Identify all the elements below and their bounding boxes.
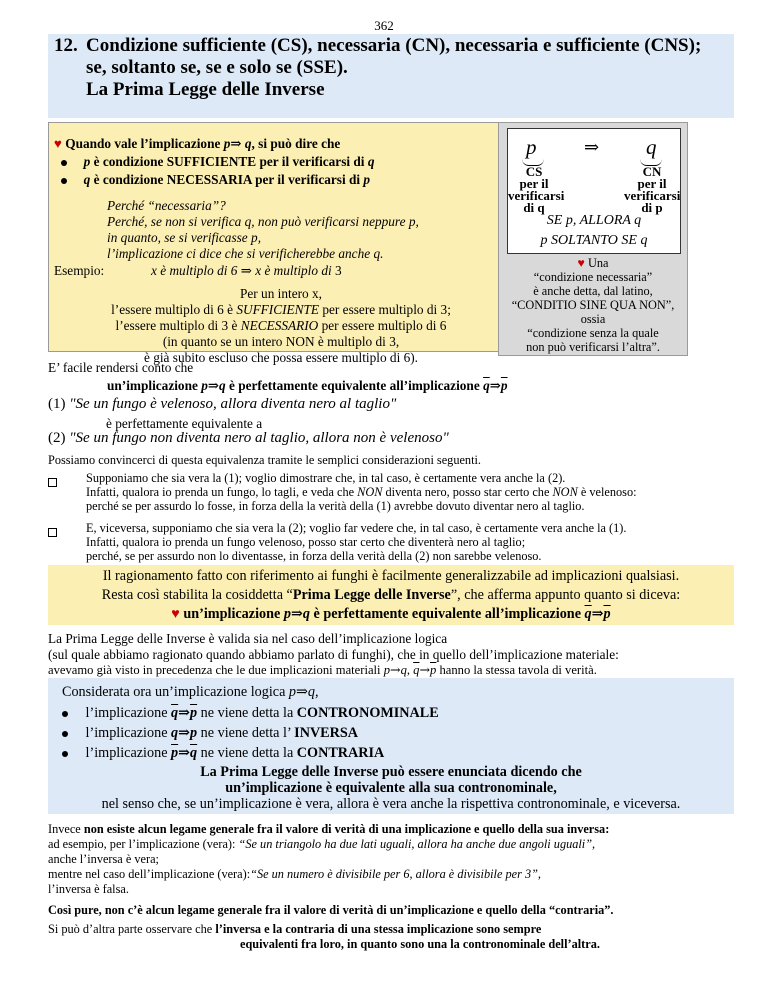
example-explanation: Per un intero x, l’essere multiplo di 6 è SUFFICIENTE per essere multiplo di 3; l’essere multiplo di 3 è NECESSARIO per essere multiplo di 6 (in quanto se un intero NON è multiplo di 3, è già subito escluso che possa essere multiplo di 6). bbox=[111, 286, 451, 365]
closing-remark: Si può d’altra parte osservare che l’inversa e la contraria di una stessa implicazione sono sempre equivalenti fra loro, in quanto sono una la contronominale dell’altra. bbox=[48, 922, 600, 951]
section-number: 12. bbox=[54, 35, 78, 56]
contraria-discussion: Così pure, non c’è alcun legame generale fra il valore di verità di un’implicazione e quello della “contraria”. bbox=[48, 903, 614, 917]
law-validity: La Prima Legge delle Inverse è valida sia nel caso dell’implicazione logica (sul quale abbiamo ragionato quando abbiamo parlato di funghi), che in quello dell’implicazione materiale: bbox=[48, 631, 619, 662]
equivalence-statement: un’implicazione p⇒q è perfettamente equivalente all’implicazione $\overline{q}\Rightarrow\overline{p}$ bbox=[107, 378, 508, 394]
heart-icon: ♥ bbox=[54, 136, 62, 151]
example-between: è perfettamente equivalente a bbox=[106, 416, 263, 431]
why-line-4: l’implicazione ci dice che si verificherebbe anche q. bbox=[107, 246, 384, 261]
inversa-row: l’implicazione q⇒p ne viene detta l’ INVERSA bbox=[62, 723, 439, 743]
soltanto-se-line: p SOLTANTO SE q bbox=[540, 233, 648, 248]
title-line-1: Condizione sufficiente (CS), necessaria (CN), necessaria e sufficiente (CNS); bbox=[86, 35, 702, 56]
implication-diagram bbox=[507, 128, 681, 254]
law-restated: La Prima Legge delle Inverse può essere enunciata dicendo che un’implicazione è equivalente alla sua contronominale, nel senso che, se un’implicazione è vera, allora è vera anche la rispettiva contronominale, e viceversa. bbox=[101, 764, 681, 812]
sine-qua-non-note: ♥ Una “condizione necessaria” è anche detta, dal latino, “CONDITIO SINE QUA NON”, ossia “condizione senza la quale non può verificarsi l’altra”. bbox=[511, 256, 675, 354]
title-line-3: La Prima Legge delle Inverse bbox=[86, 79, 325, 100]
example-2: (2) "Se un fungo non diventa nero al taglio, allora non è velenoso" bbox=[48, 430, 449, 446]
heart-icon: ♥ bbox=[171, 606, 180, 622]
section-title bbox=[48, 34, 734, 118]
checkbox-icon bbox=[48, 474, 57, 492]
page-number: 362 bbox=[374, 18, 394, 33]
contronominale-row: l’implicazione $\overline{q}\Rightarrow\overline{p}$ ne viene detta la CONTRONOMINALE bbox=[62, 703, 439, 723]
title-line-2: se, soltanto se, se e solo se (SSE). bbox=[86, 57, 348, 78]
bullet-sufficient: p è condizione SUFFICIENTE per il verificarsi di q bbox=[61, 154, 374, 170]
diagram-p: p bbox=[526, 135, 537, 159]
intro-line: E’ facile rendersi conto che bbox=[48, 360, 194, 375]
se-allora-line: SE p, ALLORA q bbox=[546, 213, 642, 228]
related-implications bbox=[62, 703, 439, 763]
cs-label: CS per il verificarsi di q bbox=[508, 164, 565, 215]
bullet-icon bbox=[61, 160, 67, 166]
why-line-1: Perché “necessaria”? bbox=[107, 198, 226, 213]
checkbox-icon bbox=[48, 524, 57, 542]
example-1: (1) "Se un fungo è velenoso, allora diventa nero al taglio" bbox=[48, 396, 397, 412]
example-label: Esempio: bbox=[54, 263, 105, 278]
cn-label: CN per il verificarsi di p bbox=[624, 164, 681, 215]
bullet-icon bbox=[61, 178, 67, 184]
diagram-q: q bbox=[646, 135, 657, 159]
inverse-discussion: Invece non esiste alcun legame generale fra il valore di verità di una implicazione e quello della sua inversa: ad esempio, per l’implicazione (vera): “Se un triangolo ha due lati uguali, allora ha anche due angoli uguali”, anche l’inversa è vera; mentre nel caso dell’implicazione (vera):“Se un numero è divisibile per 6, allora è divisibile per 3”, l’inversa è falsa. bbox=[48, 822, 610, 896]
heart-icon: ♥ bbox=[577, 256, 585, 270]
why-line-2: Perché, se non si verifica q, non può verificarsi neppure p, bbox=[107, 214, 419, 229]
convince-line: Possiamo convincerci di questa equivalenza tramite le semplici considerazioni seguenti. bbox=[48, 453, 481, 467]
example-statement: x è multiplo di 6 ⇒ x è multiplo di 3 bbox=[151, 263, 342, 279]
contraria-row: l’implicazione $\overline{p}\Rightarrow\overline{q}$ ne viene detta la CONTRARIA bbox=[62, 743, 439, 763]
consider-line: Considerata ora un’implicazione logica p⇒q, bbox=[62, 684, 319, 700]
diagram-arrow: ⇒ bbox=[584, 137, 600, 158]
law-text: Il ragionamento fatto con riferimento ai funghi è facilmente generalizzabile ad implicazioni qualsiasi. Resta così stabilita la cosiddetta “Prima Legge delle Inverse”, che afferma appunto quanto si diceva: ♥ un’implicazione p⇒q è perfettamente equivalente all’implicazione $\overline{q}\Rightarrow\overline{p}$ bbox=[101, 568, 681, 622]
why-line-3: in quanto, se si verificasse p, bbox=[107, 230, 262, 245]
definition-box bbox=[48, 122, 514, 365]
consideration-1: Supponiamo che sia vera la (1); voglio dimostrare che, in tal caso, è certamente vera anche la (2). Infatti, qualora io prenda un fungo, lo tagli, e veda che NON diventa nero, posso star certo che NON è velenoso: perché se per assurdo lo fosse, in forza della la verità della (1) avrebbe dovuto diventar nero al taglio. bbox=[86, 471, 637, 513]
definition-intro: ♥ Quando vale l’implicazione p⇒ q, si può dire che bbox=[54, 136, 341, 152]
consideration-2: E, viceversa, supponiamo che sia vera la (2); voglio far vedere che, in tal caso, è certamente vera anche la (1). Infatti, qualora io prenda un fungo velenoso, posso star certo che diventerà nero al taglio; perché, se per assurdo non lo diventasse, in forza della verità della (2) non sarebbe velenoso. bbox=[86, 521, 627, 563]
bullet-necessary: q è condizione NECESSARIA per il verificarsi di p bbox=[61, 172, 370, 188]
material-implications: avevamo già visto in precedenza che le due implicazioni materiali p→q, $\overline{q}\to\overline{p}$ hanno la stessa tavola di verità. bbox=[48, 662, 597, 677]
